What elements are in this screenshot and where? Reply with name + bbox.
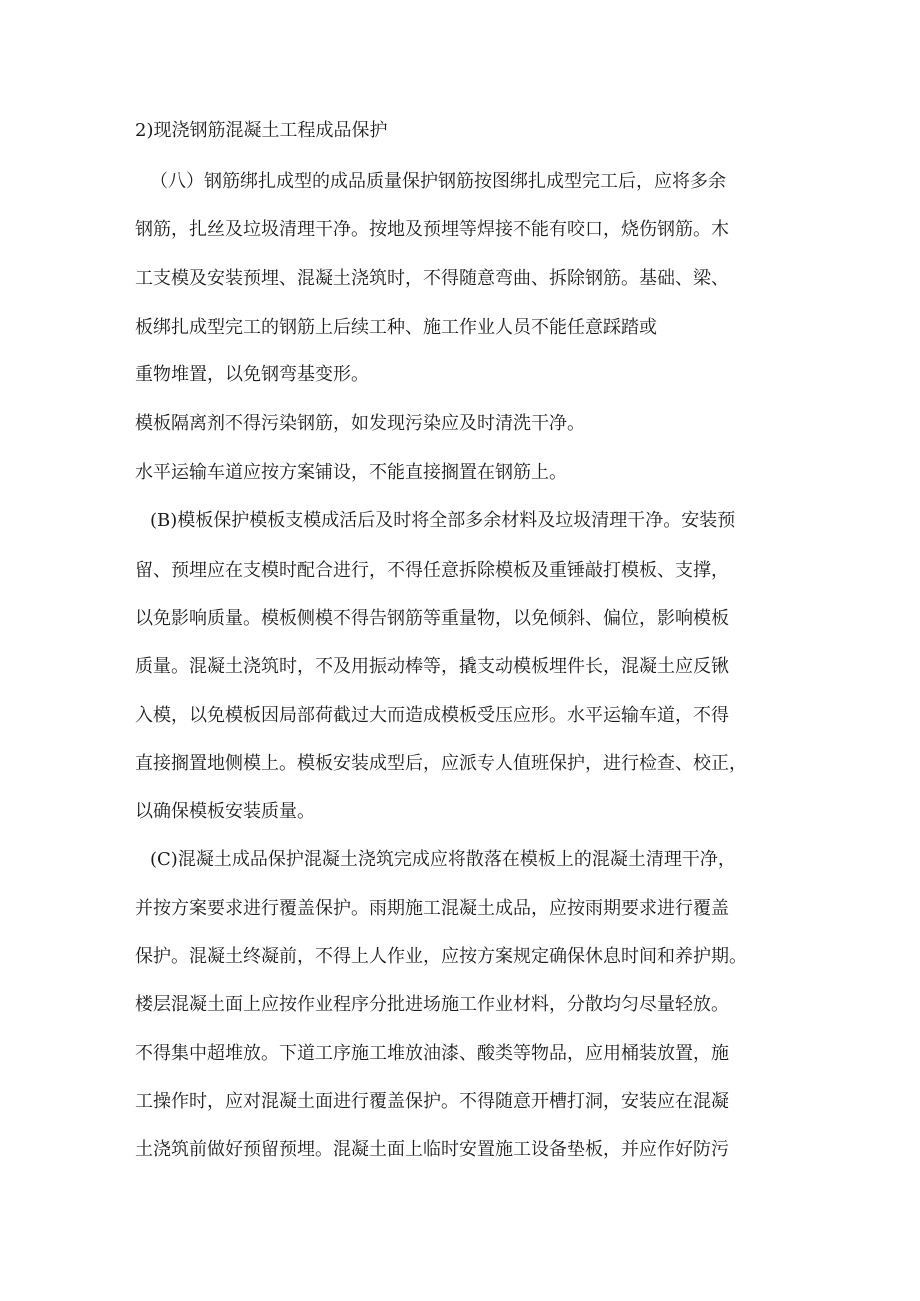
paragraph-line: 质量。混凝土浇筑时，不及用振动棒等，撬支动模板埋件长，混凝土应反锹 [135,656,729,677]
paragraph-line: 保护。混凝土终凝前，不得上人作业，应按方案规定确保休息时间和养护期。 [135,946,747,967]
section-heading: 2)现浇钢筋混凝土工程成品保护 [135,120,388,141]
paragraph-line: 板绑扎成型完工的钢筋上后续工种、施工作业人员不能任意踩踏或 [135,317,657,338]
paragraph-line: (B)模板保护模板支模成活后及时将全部多余材料及垃圾清理干净。安装预 [150,510,736,531]
paragraph-line: 土浇筑前做好预留预埋。混凝土面上临时安置施工设备垫板，并应作好防污 [135,1139,729,1160]
paragraph-line: 以免影响质量。模板侧模不得告钢筋等重量物，以免倾斜、偏位，影响模板 [135,608,729,629]
paragraph-line: 留、预埋应在支模时配合进行，不得任意拆除模板及重锤敲打模板、支撑， [135,560,729,581]
paragraph-line: （八）钢筋绑扎成型的成品质量保护钢筋按图绑扎成型完工后，应将多余 [150,171,726,192]
paragraph-line: 水平运输车道应按方案铺设，不能直接搁置在钢筋上。 [135,462,567,483]
paragraph-line: 直接搁置地侧模上。模板安装成型后，应派专人值班保护，进行检查、校正， [135,753,747,774]
paragraph-line: 工操作时，应对混凝土面进行覆盖保护。不得随意开槽打洞，安装应在混凝 [135,1091,729,1112]
paragraph-line: 以确保模板安装质量。 [135,801,315,822]
paragraph-line: 并按方案要求进行覆盖保护。雨期施工混凝土成品，应按雨期要求进行覆盖 [135,898,729,919]
paragraph-line: 入模，以免模板因局部荷截过大而造成模板受压应形。水平运输车道，不得 [135,705,729,726]
paragraph-line: 模板隔离剂不得污染钢筋，如发现污染应及时清洗干净。 [135,413,585,434]
paragraph-line: 钢筋，扎丝及垃圾清理干净。按地及预埋等焊接不能有咬口，烧伤钢筋。木 [135,219,729,240]
paragraph-line: 不得集中超堆放。下道工序施工堆放油漆、酸类等物品，应用桶装放置，施 [135,1043,729,1064]
paragraph-line: (C)混凝土成品保护混凝土浇筑完成应将散落在模板上的混凝土清理干净， [150,849,736,870]
paragraph-line: 楼层混凝土面上应按作业程序分批进场施工作业材料，分散均匀尽量轻放。 [135,994,729,1015]
paragraph-line: 工支模及安装预埋、混凝土浇筑时，不得随意弯曲、拆除钢筋。基础、梁、 [135,268,729,289]
paragraph-line: 重物堆置，以免钢弯基变形。 [135,364,369,385]
